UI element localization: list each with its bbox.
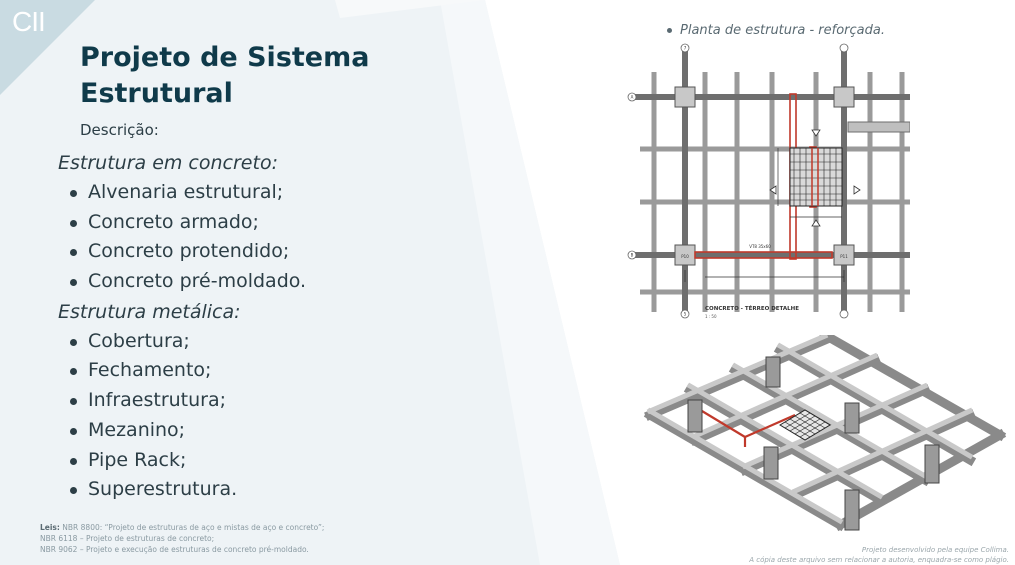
description-label: Descrição: — [80, 121, 159, 139]
bullet-icon — [70, 249, 77, 256]
page-title — [80, 40, 369, 112]
grid-label-b: B — [630, 252, 634, 258]
footer-line-1: Projeto desenvolvido pela equipe Collima. — [861, 546, 1009, 554]
list-item: Superestrutura. — [58, 475, 306, 505]
laws-references — [40, 522, 324, 555]
law-line-1: NBR 8800: “Projeto de estruturas de aço e mistas de aço e concreto”; — [62, 523, 325, 532]
title-line-1: Projeto de Sistema — [80, 42, 370, 73]
bullet-icon — [70, 458, 77, 465]
list-item: Infraestrutura; — [58, 386, 306, 416]
list-item: Fechamento; — [58, 356, 306, 386]
structural-plan-drawing — [620, 42, 910, 327]
bullet-icon — [70, 339, 77, 346]
list-item: Concreto armado; — [58, 208, 306, 238]
list-item: Concreto protendido; — [58, 237, 306, 267]
bullet-icon — [70, 368, 77, 375]
concrete-items — [58, 178, 306, 297]
pillar-label-right: P11 — [840, 254, 848, 259]
metal-items — [58, 327, 306, 505]
pillar-label-left: P10 — [681, 254, 689, 259]
beam-label: VT8 35x60 — [749, 244, 771, 249]
footer-note — [749, 546, 1009, 565]
plan-label: CONCRETO - TÉRREO DETALHE — [705, 306, 799, 312]
law-line-2: NBR 6118 – Projeto de estruturas de concreto; — [40, 534, 215, 543]
group-heading-metal: Estrutura metálica: — [58, 300, 241, 323]
title-line-2: Estrutural — [80, 78, 233, 109]
list-item: Concreto pré-moldado. — [58, 267, 306, 297]
bullet-icon — [70, 487, 77, 494]
bullet-icon — [70, 428, 77, 435]
bullet-icon — [70, 398, 77, 405]
plan-scale: 1 : 50 — [705, 314, 717, 319]
list-item: Cobertura; — [58, 327, 306, 357]
laws-label: Leis: — [40, 523, 60, 532]
bullet-icon — [70, 220, 77, 227]
list-item: Pipe Rack; — [58, 446, 306, 476]
list-item: Mezanino; — [58, 416, 306, 446]
group-heading-concrete: Estrutura em concreto: — [58, 152, 278, 174]
law-line-3: NBR 9062 – Projeto e execução de estruturas de concreto pré-moldado. — [40, 545, 309, 554]
grid-label-5: 5 — [683, 311, 687, 317]
brand-logo: CII — [12, 6, 45, 37]
bullet-icon — [667, 28, 672, 33]
structure-list — [58, 148, 306, 505]
footer-line-2: A cópia deste arquivo sem relacionar a autoria, enquadra-se como plágio. — [749, 555, 1009, 564]
grid-label-a: A — [630, 94, 634, 100]
drawing-caption: Planta de estrutura - reforçada. — [667, 23, 885, 38]
grid-label-7: 7 — [683, 45, 687, 51]
bullet-icon — [70, 190, 77, 197]
structure-3d-render — [640, 335, 1010, 535]
bullet-icon — [70, 279, 77, 286]
list-item: Alvenaria estrutural; — [58, 178, 306, 208]
